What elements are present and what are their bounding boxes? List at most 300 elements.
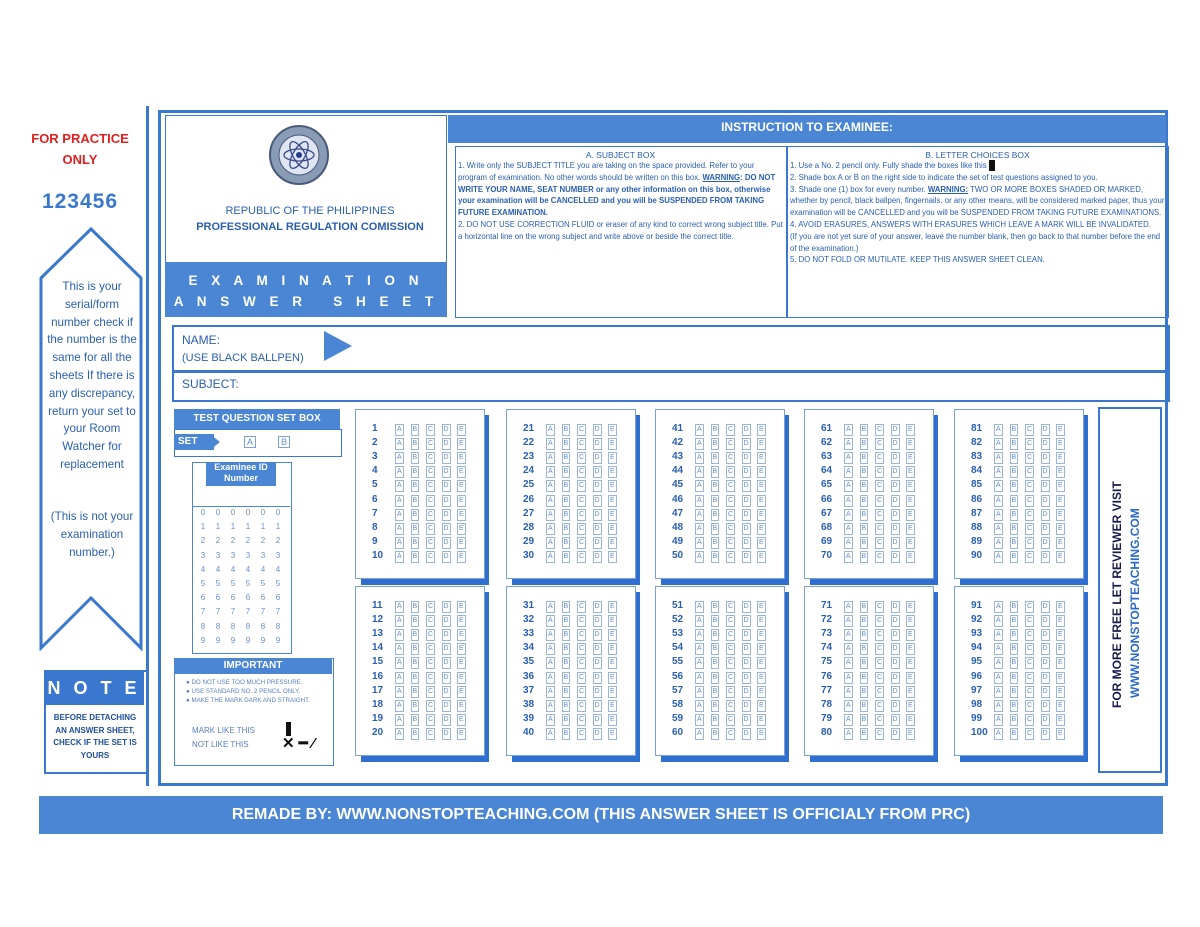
answer-bubble[interactable]: E — [757, 672, 766, 684]
answer-bubble[interactable]: E — [608, 480, 617, 492]
answer-bubble[interactable]: E — [608, 714, 617, 726]
answer-bubble[interactable]: B — [860, 537, 869, 549]
answer-bubble[interactable]: B — [711, 686, 720, 698]
answer-bubble[interactable]: C — [726, 537, 735, 549]
id-digit-bubble[interactable]: 7 — [230, 607, 236, 617]
answer-bubble[interactable]: B — [711, 643, 720, 655]
answer-bubble[interactable]: E — [906, 629, 915, 641]
answer-bubble[interactable]: C — [726, 728, 735, 740]
answer-bubble[interactable]: B — [1010, 686, 1019, 698]
answer-bubble[interactable]: E — [1056, 452, 1065, 464]
answer-bubble[interactable]: B — [1010, 466, 1019, 478]
answer-bubble[interactable]: A — [695, 643, 704, 655]
answer-bubble[interactable]: D — [593, 480, 602, 492]
answer-bubble[interactable]: B — [711, 509, 720, 521]
answer-bubble[interactable]: B — [562, 714, 571, 726]
answer-bubble[interactable]: C — [426, 686, 435, 698]
answer-bubble[interactable]: E — [757, 523, 766, 535]
answer-bubble[interactable]: B — [562, 438, 571, 450]
answer-bubble[interactable]: D — [442, 466, 451, 478]
answer-bubble[interactable]: C — [726, 672, 735, 684]
answer-bubble[interactable]: C — [577, 551, 586, 563]
answer-bubble[interactable]: B — [860, 509, 869, 521]
answer-bubble[interactable]: B — [562, 615, 571, 627]
answer-bubble[interactable]: A — [395, 728, 404, 740]
answer-bubble[interactable]: B — [562, 495, 571, 507]
answer-bubble[interactable]: B — [562, 643, 571, 655]
answer-bubble[interactable]: C — [426, 480, 435, 492]
answer-bubble[interactable]: D — [593, 537, 602, 549]
answer-bubble[interactable]: B — [1010, 523, 1019, 535]
answer-bubble[interactable]: A — [844, 480, 853, 492]
answer-bubble[interactable]: D — [442, 537, 451, 549]
answer-bubble[interactable]: D — [1041, 643, 1050, 655]
answer-bubble[interactable]: D — [442, 509, 451, 521]
id-digit-bubble[interactable]: 8 — [200, 621, 206, 631]
id-digit-bubble[interactable]: 2 — [275, 536, 281, 546]
answer-bubble[interactable]: D — [593, 643, 602, 655]
set-a-bubble[interactable]: A — [244, 436, 256, 448]
answer-bubble[interactable]: A — [546, 714, 555, 726]
answer-bubble[interactable]: E — [757, 495, 766, 507]
answer-bubble[interactable]: B — [1010, 615, 1019, 627]
answer-bubble[interactable]: B — [1010, 480, 1019, 492]
answer-bubble[interactable]: B — [1010, 551, 1019, 563]
answer-bubble[interactable]: A — [395, 686, 404, 698]
id-digit-bubble[interactable]: 7 — [215, 607, 221, 617]
answer-bubble[interactable]: E — [1056, 601, 1065, 613]
answer-bubble[interactable]: D — [442, 452, 451, 464]
answer-bubble[interactable]: C — [726, 480, 735, 492]
answer-bubble[interactable]: C — [577, 615, 586, 627]
answer-bubble[interactable]: C — [426, 509, 435, 521]
id-digit-bubble[interactable]: 1 — [215, 522, 221, 532]
answer-bubble[interactable]: B — [1010, 537, 1019, 549]
answer-bubble[interactable]: C — [426, 523, 435, 535]
answer-bubble[interactable]: A — [994, 728, 1003, 740]
answer-bubble[interactable]: B — [562, 629, 571, 641]
answer-bubble[interactable]: C — [726, 466, 735, 478]
answer-bubble[interactable]: C — [875, 480, 884, 492]
id-digit-bubble[interactable]: 8 — [215, 621, 221, 631]
answer-bubble[interactable]: E — [608, 452, 617, 464]
id-digit-bubble[interactable]: 5 — [275, 579, 281, 589]
answer-bubble[interactable]: C — [875, 495, 884, 507]
answer-bubble[interactable]: C — [577, 672, 586, 684]
answer-bubble[interactable]: E — [1056, 700, 1065, 712]
answer-bubble[interactable]: A — [546, 657, 555, 669]
id-digit-bubble[interactable]: 7 — [200, 607, 206, 617]
answer-bubble[interactable]: D — [742, 714, 751, 726]
answer-bubble[interactable]: E — [457, 657, 466, 669]
answer-bubble[interactable]: C — [1025, 551, 1034, 563]
answer-bubble[interactable]: B — [411, 643, 420, 655]
answer-bubble[interactable]: B — [1010, 438, 1019, 450]
answer-bubble[interactable]: E — [1056, 615, 1065, 627]
answer-bubble[interactable]: D — [891, 615, 900, 627]
id-digit-bubble[interactable]: 2 — [215, 536, 221, 546]
answer-bubble[interactable]: E — [608, 466, 617, 478]
answer-bubble[interactable]: E — [1056, 672, 1065, 684]
answer-bubble[interactable]: A — [546, 537, 555, 549]
answer-bubble[interactable]: A — [844, 700, 853, 712]
answer-bubble[interactable]: D — [442, 686, 451, 698]
answer-bubble[interactable]: A — [994, 480, 1003, 492]
answer-bubble[interactable]: A — [695, 537, 704, 549]
answer-bubble[interactable]: B — [1010, 424, 1019, 436]
answer-bubble[interactable]: E — [457, 537, 466, 549]
answer-bubble[interactable]: B — [711, 551, 720, 563]
answer-bubble[interactable]: D — [891, 601, 900, 613]
answer-bubble[interactable]: C — [1025, 643, 1034, 655]
answer-bubble[interactable]: C — [875, 700, 884, 712]
answer-bubble[interactable]: C — [426, 466, 435, 478]
answer-bubble[interactable]: E — [906, 601, 915, 613]
answer-bubble[interactable]: D — [742, 629, 751, 641]
answer-bubble[interactable]: B — [711, 424, 720, 436]
answer-bubble[interactable]: B — [711, 438, 720, 450]
answer-bubble[interactable]: B — [1010, 629, 1019, 641]
answer-bubble[interactable]: C — [426, 615, 435, 627]
answer-bubble[interactable]: D — [742, 537, 751, 549]
answer-bubble[interactable]: D — [442, 700, 451, 712]
answer-bubble[interactable]: E — [757, 551, 766, 563]
id-digit-bubble[interactable]: 0 — [230, 508, 236, 517]
answer-bubble[interactable]: E — [608, 700, 617, 712]
answer-bubble[interactable]: E — [1056, 657, 1065, 669]
answer-bubble[interactable]: D — [1041, 601, 1050, 613]
answer-bubble[interactable]: E — [608, 509, 617, 521]
id-digit-bubble[interactable]: 3 — [215, 550, 221, 560]
answer-bubble[interactable]: C — [875, 438, 884, 450]
answer-bubble[interactable]: C — [875, 452, 884, 464]
answer-bubble[interactable]: D — [1041, 629, 1050, 641]
id-digit-column[interactable] — [196, 506, 210, 648]
id-digit-column[interactable] — [256, 506, 270, 648]
answer-bubble[interactable]: B — [1010, 452, 1019, 464]
id-digit-bubble[interactable]: 1 — [200, 522, 206, 532]
answer-bubble[interactable]: B — [411, 480, 420, 492]
answer-bubble[interactable]: A — [994, 466, 1003, 478]
id-digit-bubble[interactable]: 4 — [215, 564, 221, 574]
answer-bubble[interactable]: B — [1010, 657, 1019, 669]
answer-bubble[interactable]: A — [695, 629, 704, 641]
answer-bubble[interactable]: D — [891, 495, 900, 507]
answer-bubble[interactable]: E — [1056, 537, 1065, 549]
answer-bubble[interactable]: E — [608, 686, 617, 698]
answer-bubble[interactable]: E — [1056, 495, 1065, 507]
answer-bubble[interactable]: E — [1056, 438, 1065, 450]
id-digit-bubble[interactable]: 3 — [275, 550, 281, 560]
answer-bubble[interactable]: D — [593, 629, 602, 641]
answer-bubble[interactable]: A — [395, 643, 404, 655]
answer-bubble[interactable]: A — [395, 523, 404, 535]
answer-bubble[interactable]: D — [593, 615, 602, 627]
answer-bubble[interactable]: C — [875, 615, 884, 627]
id-digit-bubble[interactable]: 6 — [215, 593, 221, 603]
answer-bubble[interactable]: C — [726, 615, 735, 627]
answer-bubble[interactable]: E — [906, 452, 915, 464]
answer-bubble[interactable]: A — [546, 686, 555, 698]
answer-bubble[interactable]: E — [1056, 728, 1065, 740]
answer-bubble[interactable]: C — [1025, 495, 1034, 507]
answer-bubble[interactable]: D — [442, 523, 451, 535]
id-digit-bubble[interactable]: 5 — [230, 579, 236, 589]
answer-bubble[interactable]: A — [695, 672, 704, 684]
answer-bubble[interactable]: A — [695, 424, 704, 436]
answer-bubble[interactable]: A — [844, 466, 853, 478]
answer-bubble[interactable]: D — [891, 480, 900, 492]
answer-bubble[interactable]: C — [1025, 438, 1034, 450]
answer-bubble[interactable]: A — [695, 509, 704, 521]
answer-bubble[interactable]: E — [757, 480, 766, 492]
answer-bubble[interactable]: B — [860, 424, 869, 436]
answer-bubble[interactable]: D — [742, 657, 751, 669]
answer-bubble[interactable]: A — [844, 728, 853, 740]
answer-bubble[interactable]: A — [395, 480, 404, 492]
answer-bubble[interactable]: A — [844, 657, 853, 669]
answer-bubble[interactable]: A — [546, 523, 555, 535]
answer-bubble[interactable]: C — [726, 657, 735, 669]
answer-bubble[interactable]: B — [711, 452, 720, 464]
answer-bubble[interactable]: D — [442, 424, 451, 436]
id-digit-bubble[interactable]: 6 — [230, 593, 236, 603]
answer-bubble[interactable]: D — [742, 601, 751, 613]
answer-bubble[interactable]: D — [442, 601, 451, 613]
answer-bubble[interactable]: A — [546, 551, 555, 563]
answer-bubble[interactable]: C — [875, 537, 884, 549]
answer-bubble[interactable]: A — [844, 438, 853, 450]
answer-bubble[interactable]: C — [726, 452, 735, 464]
answer-bubble[interactable]: D — [442, 438, 451, 450]
answer-bubble[interactable]: A — [695, 452, 704, 464]
answer-bubble[interactable]: D — [742, 523, 751, 535]
id-digit-bubble[interactable]: 3 — [230, 550, 236, 560]
answer-bubble[interactable]: B — [562, 509, 571, 521]
answer-bubble[interactable]: A — [994, 523, 1003, 535]
answer-bubble[interactable]: D — [891, 523, 900, 535]
answer-bubble[interactable]: C — [875, 643, 884, 655]
answer-bubble[interactable]: B — [562, 466, 571, 478]
answer-bubble[interactable]: C — [577, 537, 586, 549]
answer-bubble[interactable]: C — [1025, 480, 1034, 492]
answer-bubble[interactable]: C — [726, 523, 735, 535]
answer-bubble[interactable]: C — [726, 714, 735, 726]
answer-bubble[interactable]: E — [457, 601, 466, 613]
id-digit-bubble[interactable]: 1 — [245, 522, 251, 532]
answer-bubble[interactable]: D — [742, 424, 751, 436]
answer-bubble[interactable]: D — [593, 728, 602, 740]
answer-bubble[interactable]: B — [860, 643, 869, 655]
answer-bubble[interactable]: C — [577, 629, 586, 641]
answer-bubble[interactable]: B — [711, 700, 720, 712]
answer-bubble[interactable]: A — [695, 700, 704, 712]
answer-bubble[interactable]: A — [395, 601, 404, 613]
answer-bubble[interactable]: D — [593, 601, 602, 613]
answer-bubble[interactable]: E — [457, 615, 466, 627]
answer-bubble[interactable]: A — [994, 537, 1003, 549]
answer-bubble[interactable]: A — [695, 601, 704, 613]
answer-bubble[interactable]: A — [695, 438, 704, 450]
answer-bubble[interactable]: E — [906, 523, 915, 535]
id-digit-bubble[interactable]: 9 — [275, 635, 281, 645]
answer-bubble[interactable]: B — [411, 728, 420, 740]
id-digit-column[interactable] — [271, 506, 285, 648]
answer-bubble[interactable]: B — [411, 424, 420, 436]
answer-bubble[interactable]: A — [395, 495, 404, 507]
answer-bubble[interactable]: D — [442, 672, 451, 684]
answer-bubble[interactable]: E — [457, 466, 466, 478]
answer-bubble[interactable]: C — [1025, 452, 1034, 464]
answer-bubble[interactable]: E — [608, 672, 617, 684]
answer-bubble[interactable]: A — [395, 629, 404, 641]
answer-bubble[interactable]: E — [1056, 424, 1065, 436]
answer-bubble[interactable]: B — [562, 537, 571, 549]
side-promo-link[interactable]: WWW.NONSTOPTEACHING.COM — [1128, 508, 1142, 698]
answer-bubble[interactable]: B — [860, 728, 869, 740]
answer-bubble[interactable]: B — [860, 629, 869, 641]
answer-bubble[interactable]: C — [726, 700, 735, 712]
answer-bubble[interactable]: D — [1041, 480, 1050, 492]
id-digit-bubble[interactable]: 7 — [245, 607, 251, 617]
answer-bubble[interactable]: D — [1041, 438, 1050, 450]
id-digit-bubble[interactable]: 9 — [230, 635, 236, 645]
answer-bubble[interactable]: A — [695, 714, 704, 726]
answer-bubble[interactable]: B — [411, 495, 420, 507]
answer-bubble[interactable]: D — [742, 615, 751, 627]
answer-bubble[interactable]: C — [426, 728, 435, 740]
answer-bubble[interactable]: A — [695, 686, 704, 698]
answer-bubble[interactable]: C — [875, 686, 884, 698]
id-digit-bubble[interactable]: 0 — [275, 508, 281, 517]
answer-bubble[interactable]: B — [711, 495, 720, 507]
answer-bubble[interactable]: D — [742, 452, 751, 464]
answer-bubble[interactable]: E — [757, 657, 766, 669]
answer-bubble[interactable]: B — [562, 551, 571, 563]
answer-bubble[interactable]: D — [593, 495, 602, 507]
answer-bubble[interactable]: E — [1056, 714, 1065, 726]
answer-bubble[interactable]: D — [742, 509, 751, 521]
answer-bubble[interactable]: C — [875, 714, 884, 726]
answer-bubble[interactable]: B — [411, 629, 420, 641]
answer-bubble[interactable]: E — [1056, 686, 1065, 698]
id-digit-bubble[interactable]: 2 — [200, 536, 206, 546]
id-digit-bubble[interactable]: 0 — [200, 508, 206, 517]
answer-bubble[interactable]: C — [577, 523, 586, 535]
answer-bubble[interactable]: C — [1025, 714, 1034, 726]
id-digit-column[interactable] — [226, 506, 240, 648]
answer-bubble[interactable]: B — [562, 480, 571, 492]
answer-bubble[interactable]: A — [994, 672, 1003, 684]
id-digit-bubble[interactable]: 3 — [245, 550, 251, 560]
answer-bubble[interactable]: D — [1041, 615, 1050, 627]
answer-bubble[interactable]: E — [1056, 466, 1065, 478]
answer-bubble[interactable]: A — [546, 438, 555, 450]
answer-bubble[interactable]: A — [395, 466, 404, 478]
answer-bubble[interactable]: C — [577, 452, 586, 464]
answer-bubble[interactable]: B — [1010, 700, 1019, 712]
answer-bubble[interactable]: A — [695, 657, 704, 669]
answer-bubble[interactable]: D — [891, 629, 900, 641]
answer-bubble[interactable]: E — [906, 643, 915, 655]
answer-bubble[interactable]: D — [742, 466, 751, 478]
answer-bubble[interactable]: E — [608, 523, 617, 535]
answer-bubble[interactable]: A — [546, 509, 555, 521]
answer-bubble[interactable]: B — [562, 686, 571, 698]
answer-bubble[interactable]: C — [875, 509, 884, 521]
answer-bubble[interactable]: B — [562, 700, 571, 712]
answer-bubble[interactable]: D — [593, 686, 602, 698]
name-field[interactable] — [172, 325, 1170, 373]
answer-bubble[interactable]: D — [593, 424, 602, 436]
answer-bubble[interactable]: B — [860, 615, 869, 627]
answer-bubble[interactable]: B — [860, 657, 869, 669]
answer-bubble[interactable]: A — [395, 509, 404, 521]
answer-bubble[interactable]: B — [411, 452, 420, 464]
answer-bubble[interactable]: B — [1010, 643, 1019, 655]
id-digit-bubble[interactable]: 7 — [260, 607, 266, 617]
answer-bubble[interactable]: E — [608, 438, 617, 450]
answer-bubble[interactable]: C — [726, 438, 735, 450]
answer-bubble[interactable]: E — [608, 537, 617, 549]
answer-bubble[interactable]: D — [593, 438, 602, 450]
answer-bubble[interactable]: A — [994, 686, 1003, 698]
answer-bubble[interactable]: E — [757, 615, 766, 627]
answer-bubble[interactable]: D — [891, 509, 900, 521]
answer-bubble[interactable]: E — [457, 424, 466, 436]
answer-bubble[interactable]: E — [457, 728, 466, 740]
id-digit-bubble[interactable]: 9 — [215, 635, 221, 645]
answer-bubble[interactable]: B — [1010, 601, 1019, 613]
answer-bubble[interactable]: E — [906, 480, 915, 492]
answer-bubble[interactable]: B — [711, 615, 720, 627]
answer-bubble[interactable]: B — [860, 551, 869, 563]
answer-bubble[interactable]: E — [906, 672, 915, 684]
answer-bubble[interactable]: E — [1056, 551, 1065, 563]
answer-bubble[interactable]: A — [994, 551, 1003, 563]
answer-bubble[interactable]: D — [742, 672, 751, 684]
answer-bubble[interactable]: A — [844, 424, 853, 436]
answer-bubble[interactable]: E — [757, 629, 766, 641]
answer-bubble[interactable]: C — [726, 509, 735, 521]
answer-bubble[interactable]: D — [593, 657, 602, 669]
answer-bubble[interactable]: D — [593, 700, 602, 712]
answer-bubble[interactable]: E — [906, 424, 915, 436]
answer-bubble[interactable]: E — [608, 643, 617, 655]
answer-bubble[interactable]: D — [891, 672, 900, 684]
answer-bubble[interactable]: C — [875, 728, 884, 740]
answer-bubble[interactable]: C — [875, 466, 884, 478]
answer-bubble[interactable]: C — [426, 601, 435, 613]
answer-bubble[interactable]: C — [1025, 466, 1034, 478]
answer-bubble[interactable]: D — [593, 523, 602, 535]
answer-bubble[interactable]: B — [411, 509, 420, 521]
answer-bubble[interactable]: A — [546, 672, 555, 684]
answer-bubble[interactable]: D — [1041, 452, 1050, 464]
answer-bubble[interactable]: A — [844, 509, 853, 521]
answer-bubble[interactable]: D — [1041, 657, 1050, 669]
answer-bubble[interactable]: C — [1025, 424, 1034, 436]
id-digit-bubble[interactable]: 3 — [200, 550, 206, 560]
answer-bubble[interactable]: B — [860, 700, 869, 712]
id-digit-column[interactable] — [241, 506, 255, 648]
id-digit-bubble[interactable]: 0 — [215, 508, 221, 517]
answer-bubble[interactable]: A — [695, 523, 704, 535]
answer-bubble[interactable]: A — [546, 424, 555, 436]
answer-bubble[interactable]: B — [711, 480, 720, 492]
answer-bubble[interactable]: C — [426, 495, 435, 507]
answer-bubble[interactable]: B — [711, 629, 720, 641]
